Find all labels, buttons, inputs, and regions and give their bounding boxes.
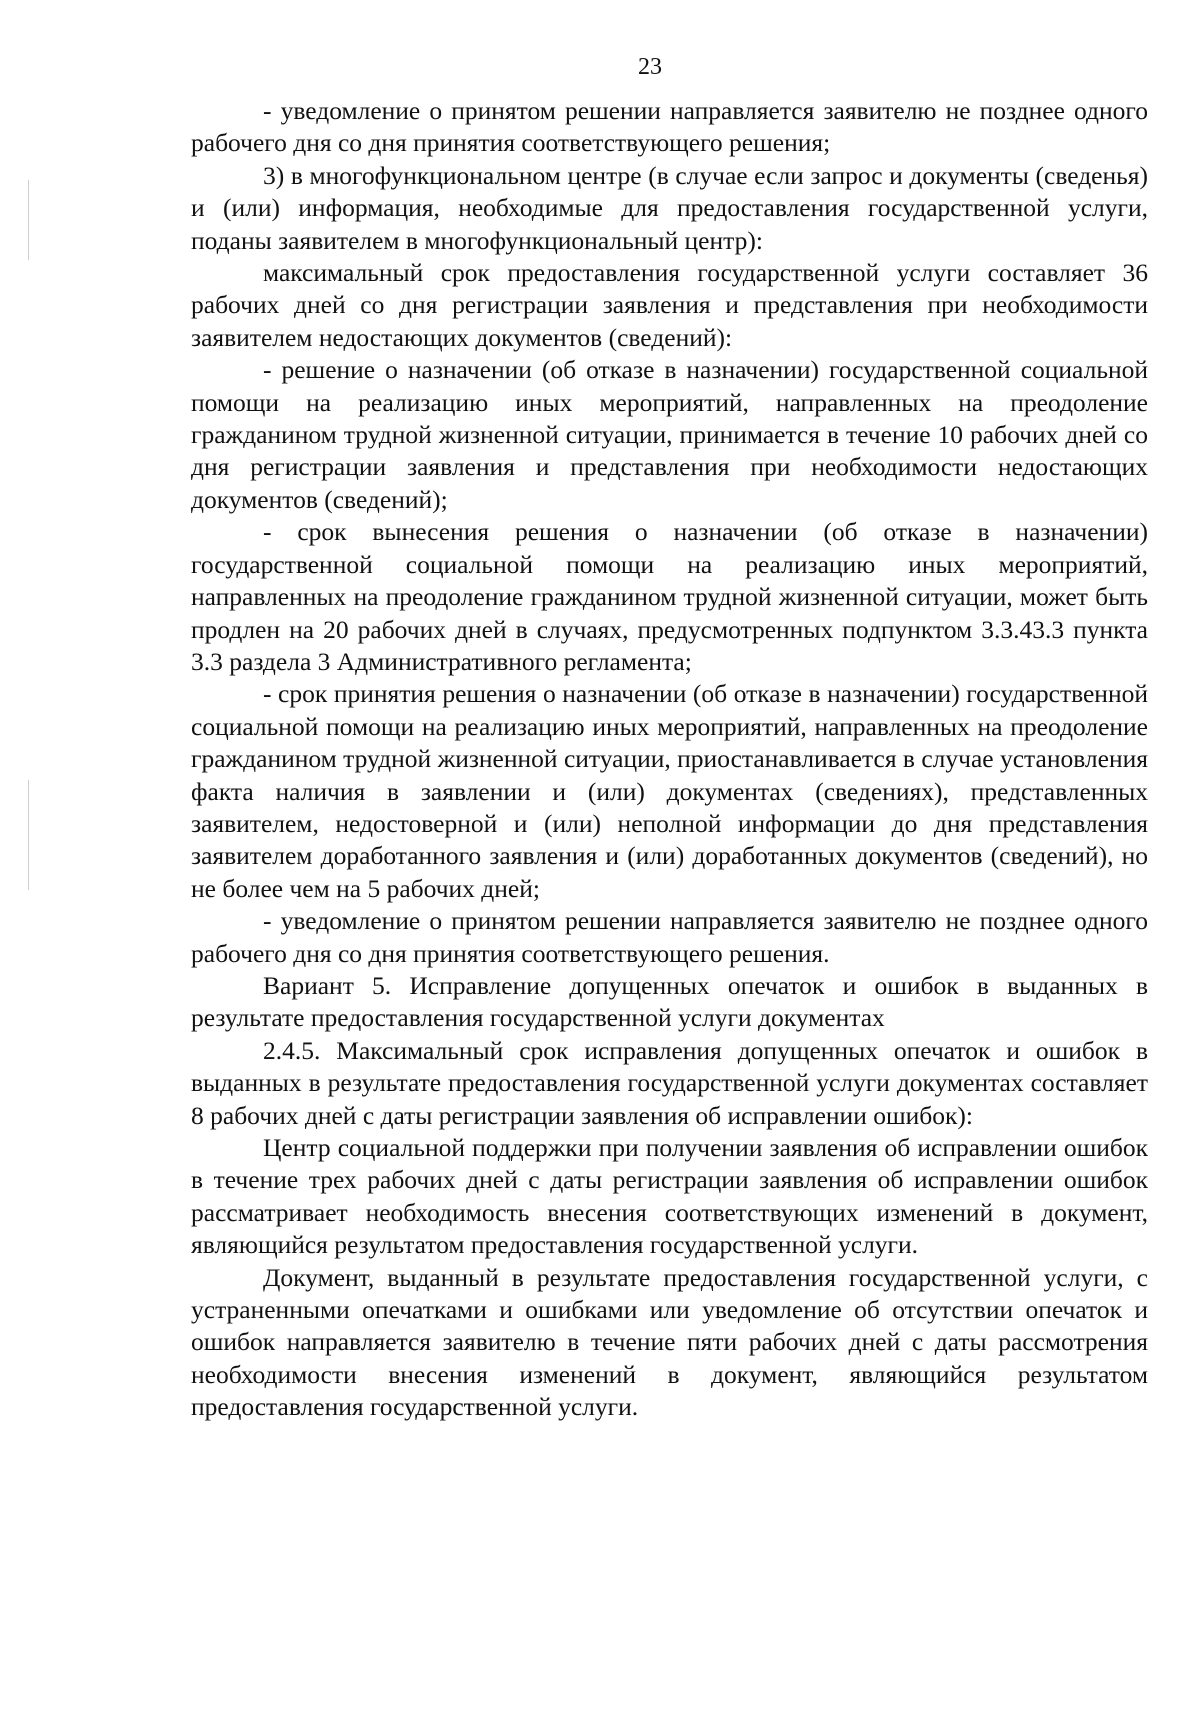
paragraph: - срок принятия решения о назначении (об отказе в назначении) государственной социальной помощи на реализацию иных мероприятий, направленных на преодоление гражданином трудной жизненной ситуации, приостанавливается в случае установления факта наличия в заявлении и (или) документах (сведениях), представленных заявителем, недостоверной и (или) неполной информации до дня представления заявителем доработанного заявления и (или) доработанных документов (сведений), но не более чем на 5 рабочих дней; [191,679,1148,903]
paragraph: - решение о назначении (об отказе в назначении) государственной социальной помощи на реализацию иных мероприятий, направленных на преодоление гражданином трудной жизненной ситуации, принимается в течение 10 рабочих дней со дня регистрации заявления и представления при необходимости недостающих документов (сведений); [191,355,1148,514]
paragraph: - уведомление о принятом решении направляется заявителю не позднее одного рабочего дня со дня принятия соответствующего решения; [191,96,1148,158]
paragraph: - уведомление о принятом решении направляется заявителю не позднее одного рабочего дня со дня принятия соответствующего решения. [191,906,1148,968]
paragraph: максимальный срок предоставления государственной услуги составляет 36 рабочих дней со дня регистрации заявления и представления при необходимости заявителем недостающих документов (сведений): [191,258,1148,352]
section-heading: Вариант 5. Исправление допущенных опечаток и ошибок в выданных в результате предоставления государственной услуги документах [191,970,1148,1033]
page-number: 23 [638,54,662,80]
document-body [191,95,1148,1424]
paragraph: Документ, выданный в результате предоставления государственной услуги, с устраненными опечатками и ошибками или уведомление об отсутствии опечаток и ошибок направляется заявителю в течение пяти рабочих дней с даты рассмотрения необходимости внесения изменений в документ, являющийся результатом предоставления государственной услуги. [191,1262,1148,1422]
scan-edge-mark [28,180,29,260]
paragraph: 2.4.5. Максимальный срок исправления допущенных опечаток и ошибок в выданных в результате предоставления государственной услуги документах составляет 8 рабочих дней с даты регистрации заявления об исправлении ошибок): [191,1035,1148,1130]
paragraph: - срок вынесения решения о назначении (об отказе в назначении) государственной социальной помощи на реализацию иных мероприятий, направленных на преодоление гражданином трудной жизненной ситуации, может быть продлен на 20 рабочих дней в случаях, предусмотренных подпунктом 3.3.43.3 пункта 3.3 раздела 3 Административного регламента; [191,517,1148,676]
paragraph: Центр социальной поддержки при получении заявления об исправлении ошибок в течение трех рабочих дней с даты регистрации заявления об исправлении ошибок рассматривает необходимость внесения соответствующих изменений в документ, являющийся результатом предоставления государственной услуги. [191,1133,1148,1260]
paragraph: 3) в многофункциональном центре (в случае если запрос и документы (сведенья) и (или) информация, необходимые для предоставления государственной услуги, поданы заявителем в многофункциональный центр): [191,160,1148,255]
scan-edge-mark [28,780,29,890]
